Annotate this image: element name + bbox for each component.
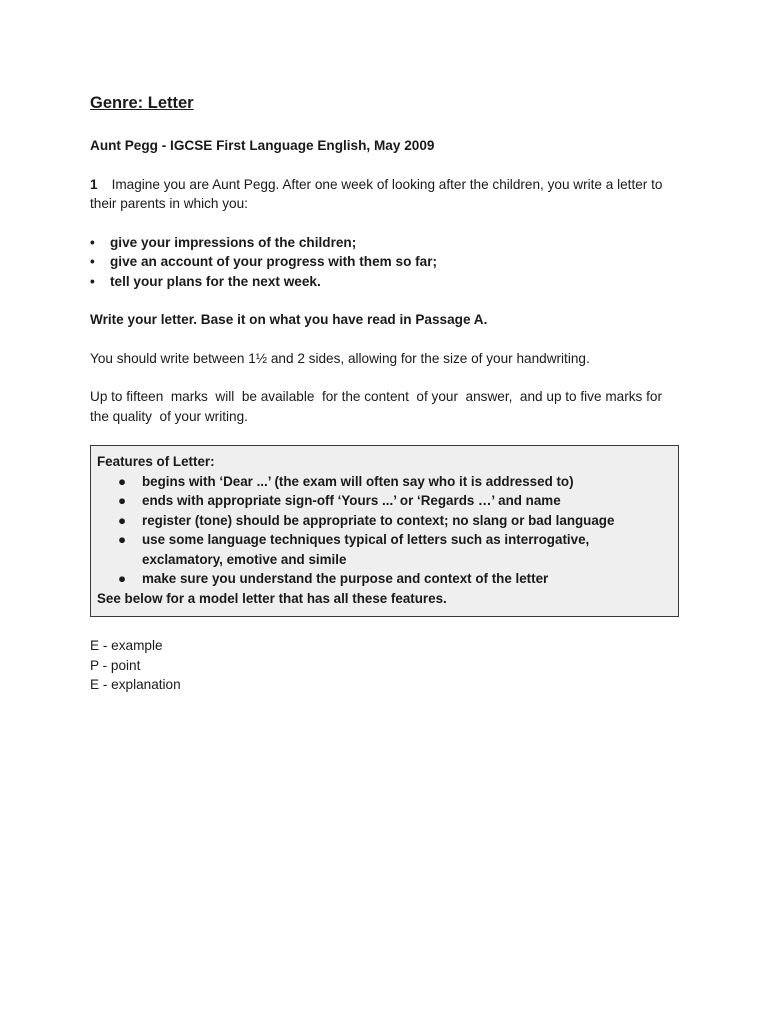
task-item xyxy=(90,233,680,253)
pee-item: P - point xyxy=(90,657,141,673)
features-list xyxy=(97,472,671,589)
task-list xyxy=(90,233,680,292)
bullet-icon: • xyxy=(90,234,95,250)
question-text: Imagine you are Aunt Pegg. After one week of looking after the children, you write a letter to their parents in which you: xyxy=(90,176,663,211)
pee-list xyxy=(90,636,680,695)
writing-instruction: Write your letter. Base it on what you have read in Passage A. xyxy=(90,312,488,327)
feature-text: make sure you understand the purpose and context of the letter xyxy=(142,571,549,586)
pee-item: E - example xyxy=(90,638,163,653)
bullet-icon: ● xyxy=(118,532,127,547)
marks-note: Up to fifteen marks will be available for the content of your answer, and up to five marks for the quality of your writing. xyxy=(90,389,666,424)
bullet-icon: • xyxy=(90,254,95,269)
question-number: 1 xyxy=(90,176,98,192)
task-text: tell your plans for the next week. xyxy=(110,273,321,289)
exam-subtitle: Aunt Pegg - IGCSE First Language English, May 2009 xyxy=(90,138,435,153)
length-note: You should write between 1½ and 2 sides, allowing for the size of your handwriting. xyxy=(90,350,590,366)
features-footer: See below for a model letter that has all these features. xyxy=(97,590,447,606)
task-text: give your impressions of the children; xyxy=(110,234,357,250)
feature-item xyxy=(97,511,671,531)
task-item xyxy=(90,252,680,272)
feature-text: register (tone) should be appropriate to context; no slang or bad language xyxy=(142,512,615,528)
page-content xyxy=(90,92,680,695)
feature-text: use some language techniques typical of letters such as interrogative, exclamatory, emotive and simile xyxy=(142,532,590,567)
feature-item xyxy=(97,491,671,511)
bullet-icon: ● xyxy=(118,473,127,489)
features-box xyxy=(90,445,679,617)
feature-item xyxy=(97,569,671,589)
bullet-icon: ● xyxy=(118,571,127,586)
feature-item xyxy=(97,530,671,569)
feature-text: begins with ‘Dear ...’ (the exam will often say who it is addressed to) xyxy=(142,473,574,489)
genre-title: Genre: Letter xyxy=(90,94,194,112)
task-item xyxy=(90,272,680,292)
feature-text: ends with appropriate sign-off ‘Yours ...’ or ‘Regards …’ and name xyxy=(142,493,561,508)
pee-item: E - explanation xyxy=(90,677,181,692)
features-heading: Features of Letter: xyxy=(97,454,215,469)
question-prompt xyxy=(90,175,680,214)
bullet-icon: ● xyxy=(118,493,127,508)
task-text: give an account of your progress with them so far; xyxy=(110,254,438,269)
bullet-icon: • xyxy=(90,273,95,289)
bullet-icon: ● xyxy=(118,512,127,528)
feature-item xyxy=(97,472,671,492)
